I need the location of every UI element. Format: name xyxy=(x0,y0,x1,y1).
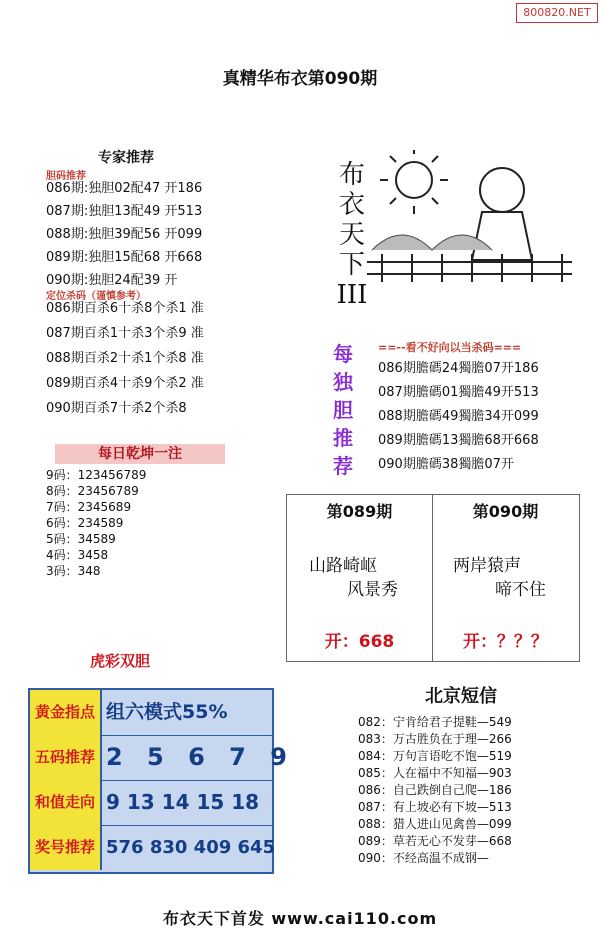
expert-line: 090期:独胆24配39 开 xyxy=(46,273,178,288)
meidu-char: 荐 xyxy=(333,454,353,478)
daily-line: 4码：3458 xyxy=(46,548,109,562)
sun-icon xyxy=(396,162,432,198)
daily-line: 7码：2345689 xyxy=(46,500,132,514)
daily-line: 9码：123456789 xyxy=(46,468,147,482)
daily-title: 每日乾坤一注 xyxy=(55,444,225,464)
beijing-title: 北京短信 xyxy=(425,686,497,707)
tiger-title: 虎彩双胆 xyxy=(90,652,151,670)
cartoon-char: 下 xyxy=(338,250,365,280)
riddle-left xyxy=(287,495,433,661)
tiger-row-label: 五码推荐 xyxy=(30,735,102,780)
bold-line: 090期膽碼38獨膽07开 xyxy=(378,457,514,472)
cartoon-char: 布 xyxy=(338,160,365,190)
cartoon-char: 衣 xyxy=(338,190,365,220)
bold-line: 088期膽碼49獨膽34开099 xyxy=(378,409,539,424)
page-title: 真精华布衣第090期 xyxy=(222,69,378,89)
meidu-char: 推 xyxy=(333,426,353,450)
beijing-list xyxy=(358,714,512,867)
daily-list xyxy=(46,467,146,579)
footer: 布衣天下首发 www.cai110.com xyxy=(162,909,438,928)
riddle-period: 第090期 xyxy=(472,502,539,521)
tiger-row-label: 奖号推荐 xyxy=(30,825,102,870)
tiger-table xyxy=(28,688,295,874)
expert-line: 088期:独胆39配56 开099 xyxy=(46,227,203,242)
daily-line: 6码：234589 xyxy=(46,516,124,530)
kill-line: 087期百杀1十杀3个杀9 准 xyxy=(46,326,204,341)
bold-line: 086期膽碼24獨膽07开186 xyxy=(378,361,539,376)
beijing-line: 086：自己跌倒自己爬—186 xyxy=(358,783,512,797)
tiger-row xyxy=(30,825,276,870)
tiger-row-label: 黄金指点 xyxy=(30,690,102,735)
riddle-result: 开：668 xyxy=(324,632,395,652)
tiger-row-value: 2 5 6 7 9 xyxy=(106,743,295,771)
expert-line: 087期:独胆13配49 开513 xyxy=(46,204,203,219)
kill-subtitle: 定位杀码（谨慎参考） xyxy=(46,291,146,302)
tiger-row-value: 576 830 409 645 xyxy=(106,837,276,858)
meidu-char: 胆 xyxy=(333,398,353,422)
riddle-line: 风景秀 xyxy=(347,580,398,600)
kill-line: 088期百杀2十杀1个杀8 准 xyxy=(46,351,204,366)
man-head-icon xyxy=(480,168,524,212)
riddle-line: 两岸猿声 xyxy=(453,556,521,576)
cartoon-char: 天 xyxy=(338,220,365,250)
kill-line: 090期百杀7十杀2个杀8 xyxy=(46,401,187,416)
riddle-line: 山路崎岖 xyxy=(309,556,377,576)
expert-line: 086期:独胆02配47 开186 xyxy=(46,181,203,196)
tiger-row-value: 9 13 14 15 18 xyxy=(106,790,260,814)
expert-title: 专家推荐 xyxy=(98,150,154,166)
riddle-result: 开：？？？ xyxy=(463,632,548,652)
beijing-line: 083：万古胜负在于理—266 xyxy=(358,732,512,746)
tiger-row xyxy=(30,735,295,781)
kill-line: 086期百杀6十杀8个杀1 准 xyxy=(46,301,204,316)
beijing-line: 082：宁肯给君子提鞋—549 xyxy=(358,715,512,729)
daily-line: 5码：34589 xyxy=(46,532,116,546)
beijing-line: 084：万句言语吃不饱—519 xyxy=(358,749,512,763)
kill-line: 089期百杀4十杀9个杀2 准 xyxy=(46,376,204,391)
cartoon-char: III xyxy=(336,280,368,310)
site-watermark: 800820.NET xyxy=(516,3,598,23)
riddle-period: 第089期 xyxy=(326,502,393,521)
bold-list xyxy=(378,357,539,477)
beijing-line: 088：猎人进山见禽兽—099 xyxy=(358,817,512,831)
riddle-right xyxy=(433,495,578,661)
tiger-row-value: 组六模式55% xyxy=(106,701,228,723)
tiger-row xyxy=(30,690,272,736)
daily-line: 8码：23456789 xyxy=(46,484,139,498)
daily-line: 3码：348 xyxy=(46,564,101,578)
beijing-line: 090：不经高温不成钢— xyxy=(358,851,489,865)
expert-list xyxy=(46,177,202,292)
kill-list xyxy=(46,296,204,421)
riddle-line: 啼不住 xyxy=(495,580,546,600)
expert-subtitle: 胆码推荐 xyxy=(46,171,86,182)
bold-head: ==--看不好向以当杀码=== xyxy=(378,341,522,354)
beijing-line: 087：有上坡必有下坡—513 xyxy=(358,800,512,814)
meidu-vertical-title xyxy=(330,340,356,480)
tiger-row-label: 和值走向 xyxy=(30,780,102,825)
meidu-char: 独 xyxy=(333,370,353,394)
expert-line: 089期:独胆15配68 开668 xyxy=(46,250,203,265)
tiger-row xyxy=(30,780,272,826)
meidu-char: 每 xyxy=(333,342,353,366)
beijing-line: 089：草若无心不发芽—668 xyxy=(358,834,512,848)
beijing-line: 085：人在福中不知福—903 xyxy=(358,766,512,780)
bold-line: 089期膽碼13獨膽68开668 xyxy=(378,433,539,448)
riddle-compare xyxy=(286,494,580,662)
cartoon-title xyxy=(334,160,370,310)
bold-line: 087期膽碼01獨膽49开513 xyxy=(378,385,539,400)
